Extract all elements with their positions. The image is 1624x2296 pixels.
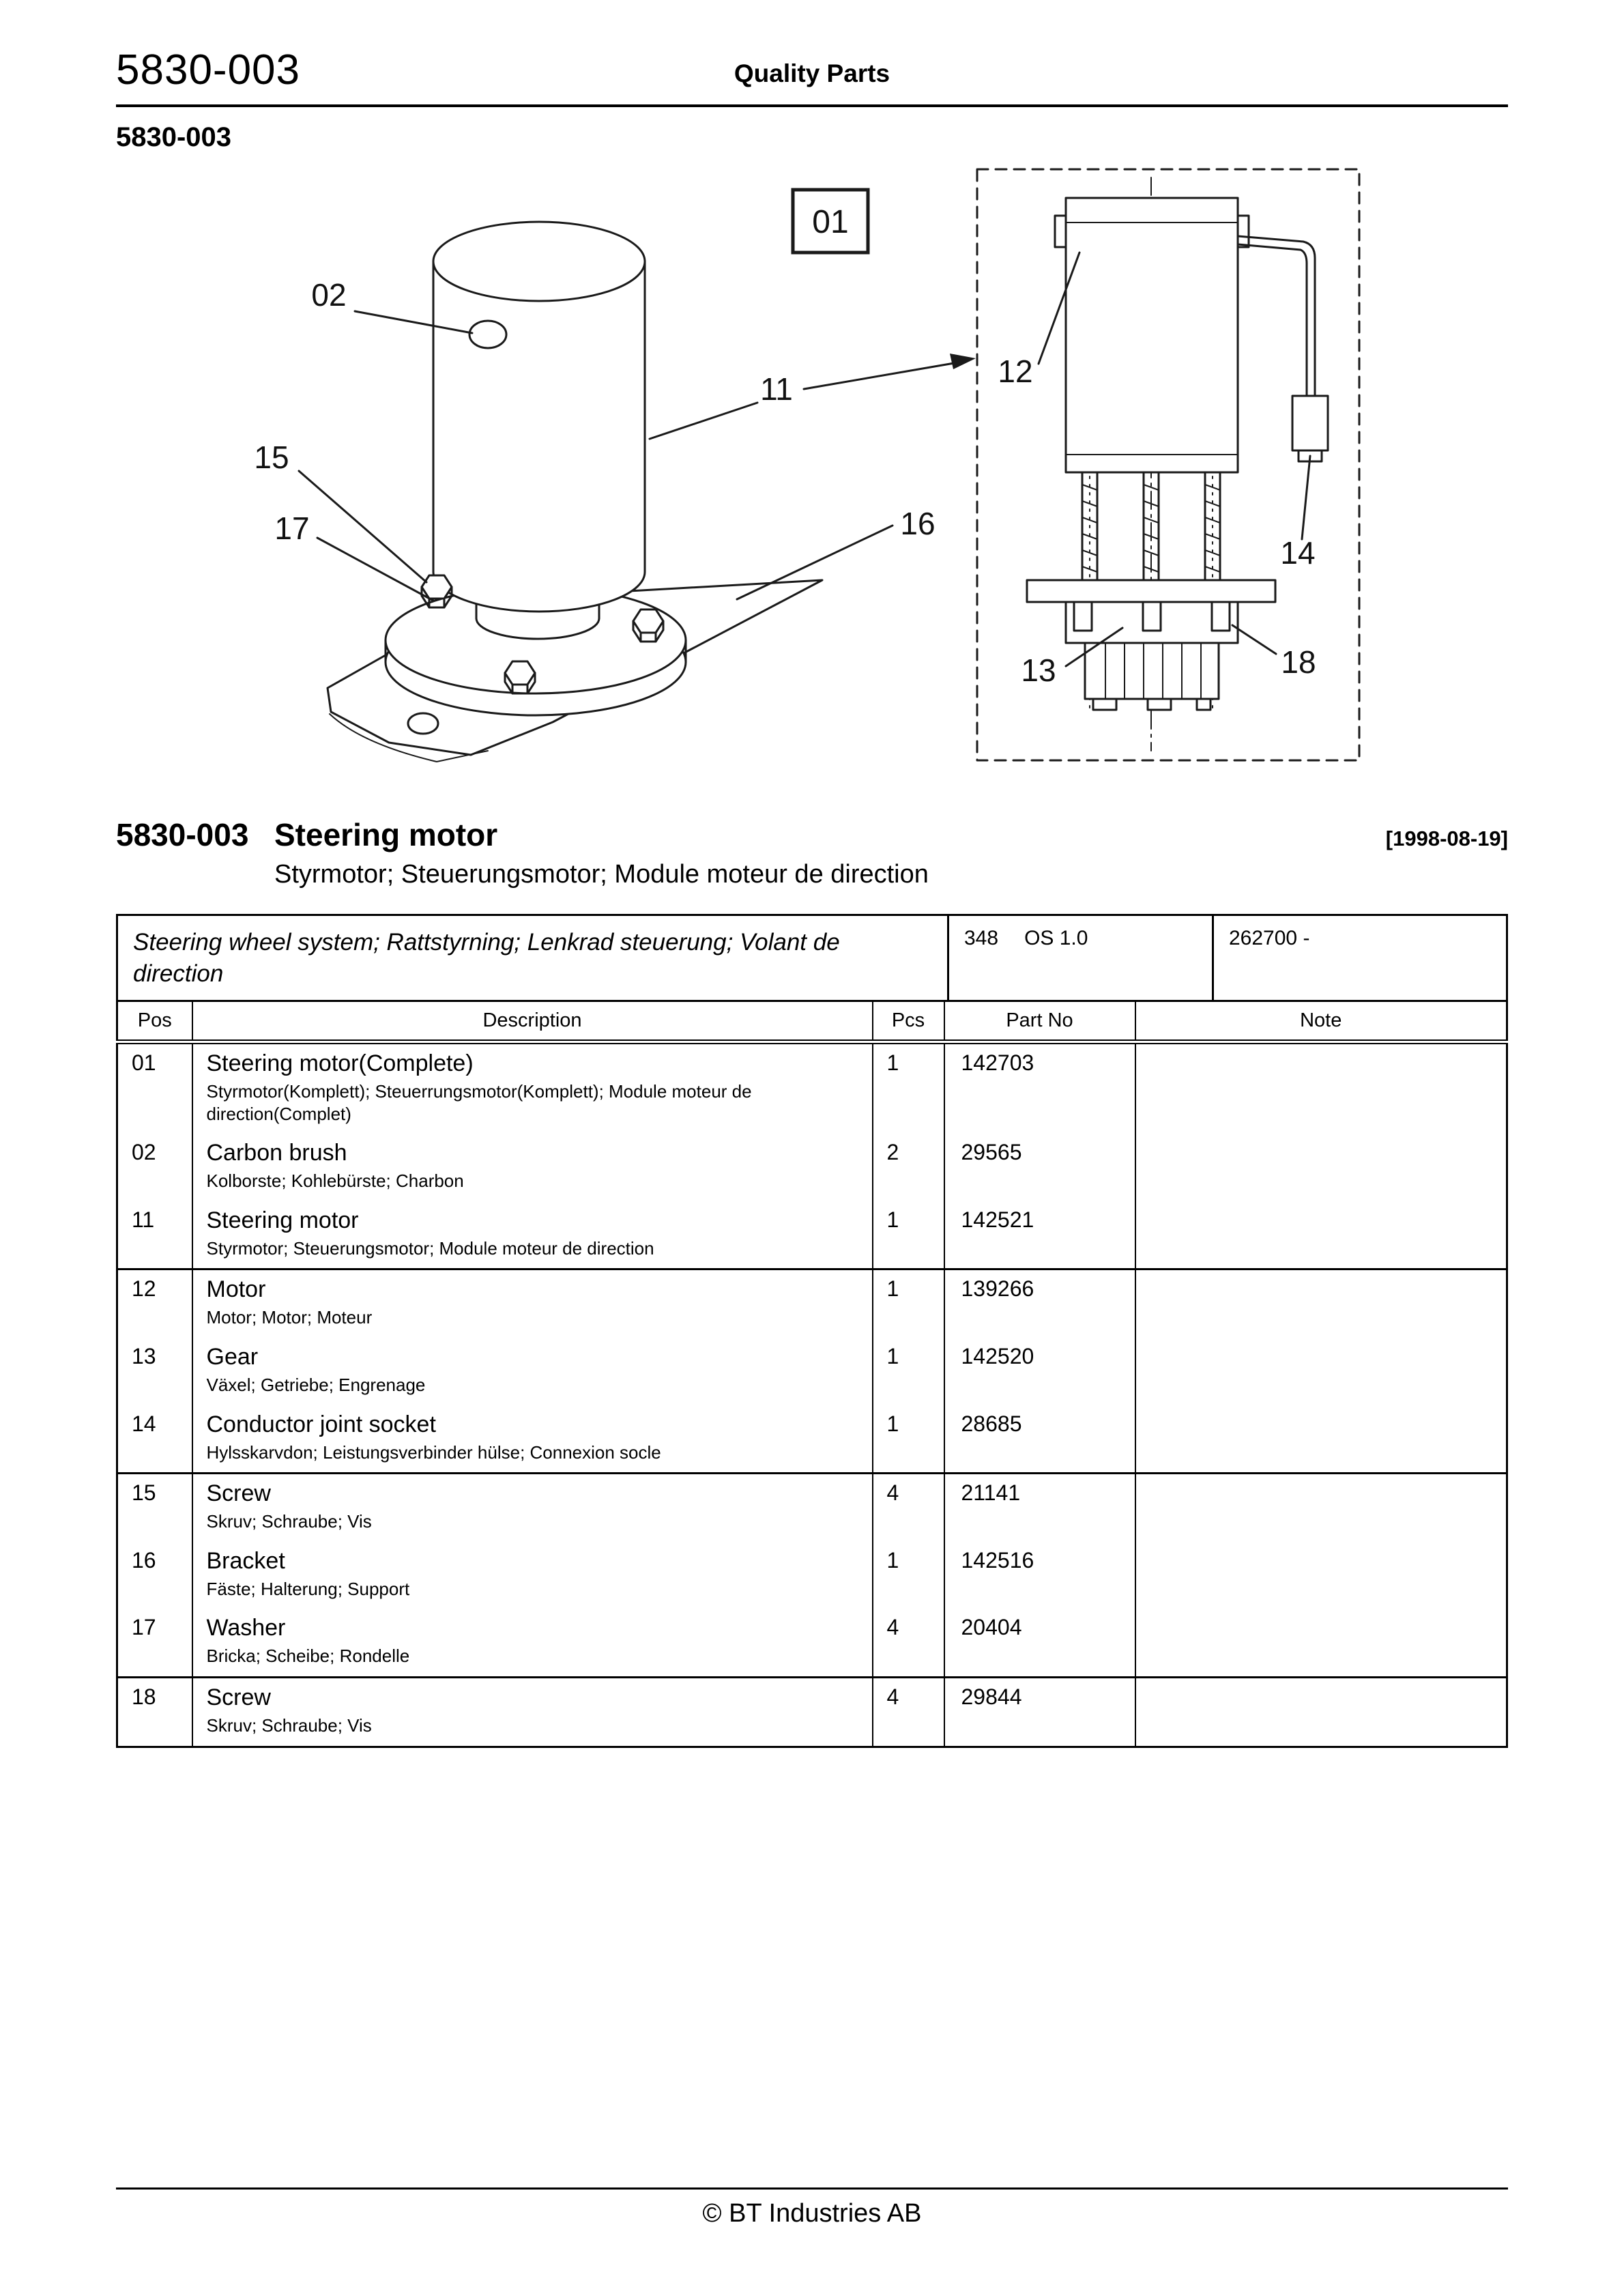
parts-table [116,914,1508,1747]
row-part-no: 142703 [944,1042,1135,1134]
row-part-no: 139266 [944,1269,1135,1338]
row-description-cell [192,1338,873,1405]
row-pos: 12 [117,1269,192,1338]
header-rule [116,104,1508,107]
row-pcs: 1 [873,1405,944,1474]
parts-table-grid [116,1000,1508,1747]
row-description: Steering motor [206,1207,359,1233]
row-pos: 13 [132,1343,156,1368]
table-row [117,1338,1507,1405]
row-description-translations: Styrmotor(Komplett); Steuerrungsmotor(Komplett); Module moteur de direction(Complet) [206,1081,752,1124]
row-description-cell [192,1042,873,1134]
row-note [1135,1609,1507,1677]
row-description: Steering motor(Complete) [206,1050,474,1077]
callout-01: 01 [812,204,849,241]
row-description-translations: Motor; Motor; Moteur [206,1307,373,1328]
page-header [116,48,1508,92]
row-description-translations: Styrmotor; Steuerungsmotor; Module moteur de direction [206,1237,654,1259]
table-row [117,1201,1507,1269]
row-description-cell [192,1405,873,1474]
row-pcs: 1 [873,1201,944,1269]
row-description: Conductor joint socket [206,1411,436,1437]
row-pcs: 2 [873,1134,944,1201]
row-description-cell [192,1609,873,1677]
callout-15: 15 [254,440,289,476]
row-pos: 01 [132,1050,156,1076]
row-description-cell [192,1677,873,1747]
footer-rule [116,2187,1508,2190]
section-date: [1998-08-19] [1385,827,1508,851]
column-header-note: Note [1135,1001,1507,1042]
row-part-no: 29844 [944,1677,1135,1747]
row-description: Bracket [206,1547,285,1574]
row-description-translations: Skruv; Schraube; Vis [206,1511,372,1532]
section-title: Steering motor [274,817,498,853]
row-pos: 18 [117,1677,192,1747]
header-title: Quality Parts [734,59,890,88]
callout-12: 12 [998,354,1033,390]
row-note [1135,1042,1507,1134]
row-part-no: 142520 [944,1338,1135,1405]
table-row [117,1269,1507,1338]
row-description-translations: Skruv; Schraube; Vis [206,1715,372,1736]
table-row [117,1677,1507,1747]
row-description: Screw [206,1684,271,1710]
diagram-svg [116,162,1508,790]
system-code-number: 348 [964,927,999,950]
row-pos: 11 [132,1207,155,1232]
row-description: Carbon brush [206,1140,347,1166]
callout-16: 16 [900,506,936,542]
table-row [117,1042,1507,1134]
column-header-part-no: Part No [944,1001,1135,1042]
row-description-cell [192,1201,873,1269]
exploded-view-diagram [116,162,1508,790]
column-header-description: Description [192,1001,873,1042]
callout-13: 13 [1021,652,1056,689]
row-part-no: 28685 [944,1405,1135,1474]
row-pcs: 4 [873,1609,944,1677]
callout-11: 11 [760,371,793,407]
system-header [116,914,1508,1002]
row-description-translations: Hylsskarvdon; Leistungsverbinder hülse; Connexion socle [206,1441,661,1463]
row-description: Gear [206,1343,259,1370]
row-description: Washer [206,1615,286,1641]
row-pos: 15 [117,1474,192,1542]
table-row [117,1609,1507,1677]
row-pos: 17 [132,1615,156,1640]
row-note [1135,1677,1507,1747]
row-note [1135,1201,1507,1269]
row-note [1135,1474,1507,1542]
row-pcs: 4 [873,1677,944,1747]
row-pcs: 1 [873,1042,944,1134]
row-note [1135,1542,1507,1609]
row-description-cell [192,1134,873,1201]
row-pcs: 1 [873,1338,944,1405]
steering-motor-drawing [328,222,822,762]
sub-doc-number: 5830-003 [116,122,232,153]
row-pos: 16 [132,1547,156,1573]
row-pos: 14 [132,1411,156,1436]
row-note [1135,1338,1507,1405]
row-part-no: 142521 [944,1201,1135,1269]
row-description-translations: Bricka; Scheibe; Rondelle [206,1646,410,1667]
column-header-row [117,1001,1507,1042]
row-pos: 02 [132,1140,156,1165]
row-description: Screw [206,1480,271,1507]
row-part-no: 29565 [944,1134,1135,1201]
table-row [117,1134,1507,1201]
row-pcs: 1 [873,1542,944,1609]
row-description: Motor [206,1276,266,1303]
system-code [949,916,1214,1000]
system-serial-range: 262700 - [1229,927,1310,950]
row-description-cell [192,1269,873,1338]
arrowhead [950,354,976,369]
row-description-translations: Fäste; Halterung; Support [206,1578,410,1599]
system-os-version: OS 1.0 [1024,927,1088,950]
row-pcs: 1 [873,1269,944,1338]
table-row [117,1405,1507,1474]
parts-table-body [117,1042,1507,1747]
section-number: 5830-003 [116,817,249,853]
callout-14: 14 [1280,535,1316,571]
row-description-translations: Växel; Getriebe; Engrenage [206,1375,426,1396]
row-pcs: 4 [873,1474,944,1542]
column-header-pcs: Pcs [873,1001,944,1042]
row-note [1135,1269,1507,1338]
row-part-no: 20404 [944,1609,1135,1677]
section-title-row [116,816,1508,853]
column-header-pos: Pos [117,1001,192,1042]
row-part-no: 142516 [944,1542,1135,1609]
row-description-translations: Kolborste; Kohlebürste; Charbon [206,1171,464,1192]
system-title: Steering wheel system; Rattstyrning; Lenkrad steuerung; Volant de direction [118,916,949,1000]
row-description-cell [192,1474,873,1542]
row-note [1135,1134,1507,1201]
section-subtitle: Styrmotor; Steuerungsmotor; Module moteur de direction [274,860,929,889]
callout-02: 02 [311,277,347,313]
row-description-cell [192,1542,873,1609]
row-part-no: 21141 [944,1474,1135,1542]
table-row [117,1474,1507,1542]
callout-17: 17 [274,511,310,547]
table-row [117,1542,1507,1609]
callout-18: 18 [1281,644,1316,680]
page-footer [116,2187,1508,2228]
row-note [1135,1405,1507,1474]
doc-number: 5830-003 [116,46,301,94]
footer-copyright: © BT Industries AB [702,2199,922,2228]
